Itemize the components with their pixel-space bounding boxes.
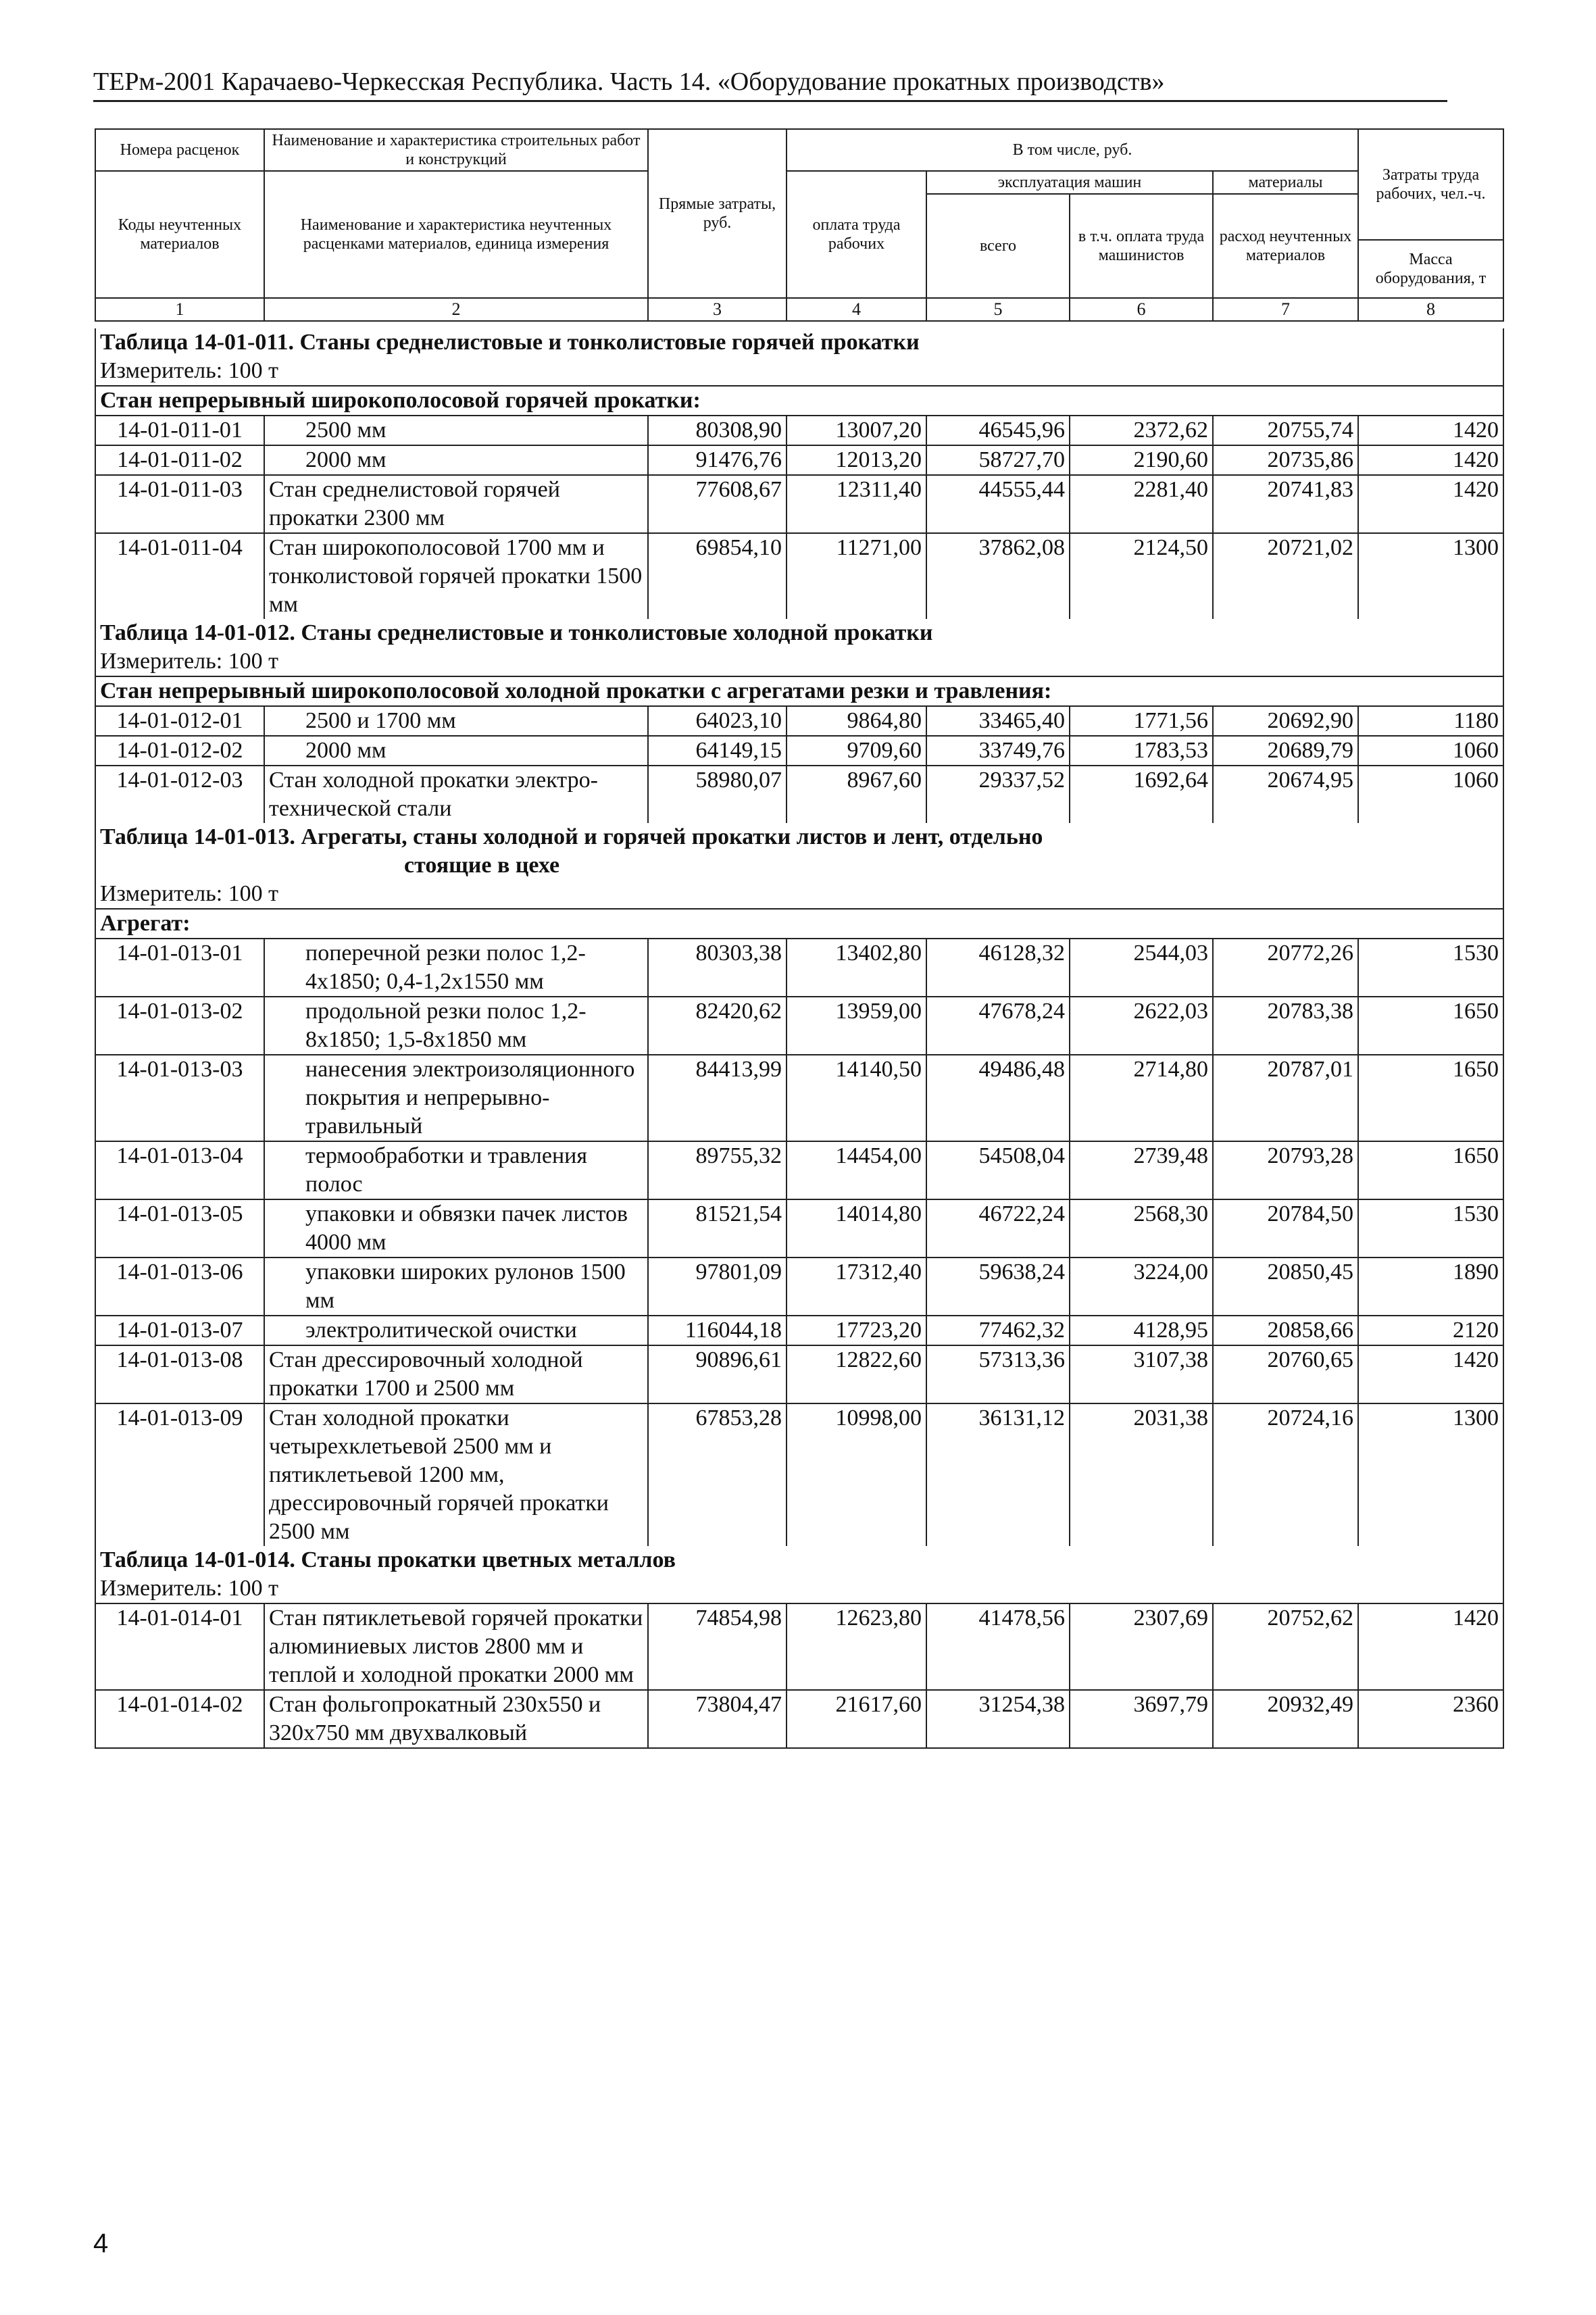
value-c7: 20772,26 <box>1213 939 1358 997</box>
table-title-row <box>95 823 1503 880</box>
rate-code: 14-01-013-02 <box>95 997 264 1055</box>
header-col8-top: Затраты труда рабочих, чел.-ч. <box>1358 129 1503 240</box>
value-c5: 58727,70 <box>926 445 1070 475</box>
value-c4: 9709,60 <box>787 736 926 766</box>
value-c7: 20755,74 <box>1213 416 1358 445</box>
value-c5: 37862,08 <box>926 533 1070 619</box>
rate-code: 14-01-011-01 <box>95 416 264 445</box>
value-c7: 20721,02 <box>1213 533 1358 619</box>
value-c4: 14140,50 <box>787 1055 926 1141</box>
work-name: 2500 и 1700 мм <box>264 706 648 736</box>
header-exploit: эксплуатация машин <box>926 171 1213 194</box>
rate-code: 14-01-012-02 <box>95 736 264 766</box>
value-c8: 1650 <box>1358 1141 1503 1199</box>
value-c3: 82420,62 <box>648 997 787 1055</box>
table-title-row <box>95 1546 1503 1574</box>
work-name: Стан фольгопрокатный 230х550 и 320х750 мм двухвалковый <box>264 1690 648 1748</box>
group-row <box>95 386 1503 416</box>
work-name: 2000 мм <box>264 445 648 475</box>
header-num-4: 4 <box>787 298 926 321</box>
value-c5: 41478,56 <box>926 1603 1070 1690</box>
rate-code: 14-01-013-03 <box>95 1055 264 1141</box>
rate-code: 14-01-013-05 <box>95 1199 264 1258</box>
value-c7: 20735,86 <box>1213 445 1358 475</box>
value-c3: 97801,09 <box>648 1258 787 1316</box>
value-c4: 13402,80 <box>787 939 926 997</box>
value-c7: 20793,28 <box>1213 1141 1358 1199</box>
value-c7: 20858,66 <box>1213 1316 1358 1345</box>
value-c7: 20760,65 <box>1213 1345 1358 1403</box>
work-name: Стан пятиклетьевой горячей прокатки алюминиевых листов 2800 мм и теплой и холодной прокатки 2000 мм <box>264 1603 648 1690</box>
value-c6: 1783,53 <box>1070 736 1213 766</box>
value-c6: 2714,80 <box>1070 1055 1213 1141</box>
work-name: упаковки широких рулонов 1500 мм <box>264 1258 648 1316</box>
value-c4: 14454,00 <box>787 1141 926 1199</box>
group-row <box>95 909 1503 939</box>
table-row <box>95 997 1503 1055</box>
value-c4: 17723,20 <box>787 1316 926 1345</box>
header-col7: расход неучтенных материалов <box>1213 194 1358 298</box>
value-c4: 13959,00 <box>787 997 926 1055</box>
value-c8: 1420 <box>1358 475 1503 533</box>
value-c3: 80308,90 <box>648 416 787 445</box>
value-c6: 3107,38 <box>1070 1345 1213 1403</box>
group-label: Стан непрерывный широкополосовой холодной прокатки с агрегатами резки и травления: <box>95 676 1503 706</box>
value-c4: 12623,80 <box>787 1603 926 1690</box>
work-name: Стан среднелистовой горячей прокатки 2300 мм <box>264 475 648 533</box>
work-name: Стан широкополосовой 1700 мм и тонколистовой горячей прокатки 1500 мм <box>264 533 648 619</box>
measure-label: Измеритель: 100 т <box>95 357 1503 386</box>
value-c3: 73804,47 <box>648 1690 787 1748</box>
group-row <box>95 676 1503 706</box>
measure-label: Измеритель: 100 т <box>95 880 1503 909</box>
measure-row <box>95 1574 1503 1603</box>
value-c6: 4128,95 <box>1070 1316 1213 1345</box>
group-label: Агрегат: <box>95 909 1503 939</box>
rate-code: 14-01-012-03 <box>95 766 264 823</box>
rate-code: 14-01-014-01 <box>95 1603 264 1690</box>
work-name: 2000 мм <box>264 736 648 766</box>
table-row <box>95 1690 1503 1748</box>
header-col4: оплата труда рабочих <box>787 171 926 298</box>
rate-code: 14-01-013-01 <box>95 939 264 997</box>
column-header-table <box>95 128 1504 322</box>
price-table <box>95 328 1504 1749</box>
value-c3: 84413,99 <box>648 1055 787 1141</box>
header-col2-top: Наименование и характеристика строительных работ и конструкций <box>264 129 648 171</box>
table-title-text: Таблица 14-01-011. Станы среднелистовые и тонколистовые горячей прокатки <box>100 330 920 355</box>
value-c6: 2544,03 <box>1070 939 1213 997</box>
value-c7: 20724,16 <box>1213 1403 1358 1546</box>
value-c5: 36131,12 <box>926 1403 1070 1546</box>
value-c5: 46545,96 <box>926 416 1070 445</box>
value-c8: 1420 <box>1358 1603 1503 1690</box>
table-title-text: Таблица 14-01-014. Станы прокатки цветных металлов <box>100 1547 676 1572</box>
header-col1-top: Номера расценок <box>95 129 264 171</box>
value-c4: 12013,20 <box>787 445 926 475</box>
value-c7: 20741,83 <box>1213 475 1358 533</box>
rate-code: 14-01-013-07 <box>95 1316 264 1345</box>
value-c5: 57313,36 <box>926 1345 1070 1403</box>
value-c8: 1300 <box>1358 1403 1503 1546</box>
table-row <box>95 1258 1503 1316</box>
header-incl: В том числе, руб. <box>787 129 1358 171</box>
table-title <box>95 619 1503 647</box>
header-num-1: 1 <box>95 298 264 321</box>
rate-code: 14-01-014-02 <box>95 1690 264 1748</box>
value-c3: 69854,10 <box>648 533 787 619</box>
value-c3: 64149,15 <box>648 736 787 766</box>
value-c5: 49486,48 <box>926 1055 1070 1141</box>
header-num-8: 8 <box>1358 298 1503 321</box>
value-c8: 2120 <box>1358 1316 1503 1345</box>
value-c8: 1530 <box>1358 1199 1503 1258</box>
value-c5: 29337,52 <box>926 766 1070 823</box>
value-c3: 81521,54 <box>648 1199 787 1258</box>
value-c8: 1420 <box>1358 445 1503 475</box>
header-num-3: 3 <box>648 298 787 321</box>
table-row <box>95 1199 1503 1258</box>
value-c8: 1890 <box>1358 1258 1503 1316</box>
value-c6: 2622,03 <box>1070 997 1213 1055</box>
measure-row <box>95 357 1503 386</box>
value-c3: 67853,28 <box>648 1403 787 1546</box>
table-title <box>95 1546 1503 1574</box>
header-num-2: 2 <box>264 298 648 321</box>
rate-code: 14-01-012-01 <box>95 706 264 736</box>
value-c7: 20689,79 <box>1213 736 1358 766</box>
value-c3: 91476,76 <box>648 445 787 475</box>
measure-row <box>95 647 1503 676</box>
value-c6: 1692,64 <box>1070 766 1213 823</box>
table-row <box>95 1316 1503 1345</box>
value-c6: 2190,60 <box>1070 445 1213 475</box>
header-col8-bottom: Масса оборудования, т <box>1358 240 1503 298</box>
header-num-7: 7 <box>1213 298 1358 321</box>
measure-label: Измеритель: 100 т <box>95 647 1503 676</box>
rate-code: 14-01-013-09 <box>95 1403 264 1546</box>
rate-code: 14-01-013-04 <box>95 1141 264 1199</box>
value-c3: 77608,67 <box>648 475 787 533</box>
value-c3: 116044,18 <box>648 1316 787 1345</box>
page-number: 4 <box>93 2229 109 2258</box>
table-title-row <box>95 328 1503 357</box>
value-c8: 1530 <box>1358 939 1503 997</box>
value-c4: 21617,60 <box>787 1690 926 1748</box>
table-title-row <box>95 619 1503 647</box>
value-c3: 74854,98 <box>648 1603 787 1690</box>
rate-code: 14-01-013-06 <box>95 1258 264 1316</box>
work-name: Стан холодной прокатки четырехклетьевой 2500 мм и пятиклетьевой 1200 мм, дрессировочный горячей прокатки 2500 мм <box>264 1403 648 1546</box>
group-label: Стан непрерывный широкополосовой горячей прокатки: <box>95 386 1503 416</box>
value-c4: 12822,60 <box>787 1345 926 1403</box>
table-title-continuation: стоящие в цехе <box>404 853 560 878</box>
value-c4: 12311,40 <box>787 475 926 533</box>
table-row <box>95 736 1503 766</box>
table-row <box>95 766 1503 823</box>
table-row <box>95 1141 1503 1199</box>
value-c6: 3697,79 <box>1070 1690 1213 1748</box>
header-col5: всего <box>926 194 1070 298</box>
value-c5: 77462,32 <box>926 1316 1070 1345</box>
table-row <box>95 939 1503 997</box>
value-c5: 31254,38 <box>926 1690 1070 1748</box>
value-c5: 33465,40 <box>926 706 1070 736</box>
value-c4: 8967,60 <box>787 766 926 823</box>
table-row <box>95 1055 1503 1141</box>
value-c4: 14014,80 <box>787 1199 926 1258</box>
value-c7: 20692,90 <box>1213 706 1358 736</box>
table-row <box>95 1345 1503 1403</box>
value-c3: 90896,61 <box>648 1345 787 1403</box>
header-num-6: 6 <box>1070 298 1213 321</box>
value-c8: 1420 <box>1358 1345 1503 1403</box>
value-c4: 11271,00 <box>787 533 926 619</box>
value-c5: 46722,24 <box>926 1199 1070 1258</box>
value-c5: 33749,76 <box>926 736 1070 766</box>
value-c6: 2031,38 <box>1070 1403 1213 1546</box>
work-name: 2500 мм <box>264 416 648 445</box>
value-c8: 1420 <box>1358 416 1503 445</box>
page-header: ТЕРм-2001 Карачаево-Черкесская Республика. Часть 14. «Оборудование прокатных производств» <box>93 66 1447 102</box>
value-c6: 2568,30 <box>1070 1199 1213 1258</box>
value-c4: 9864,80 <box>787 706 926 736</box>
rate-code: 14-01-011-02 <box>95 445 264 475</box>
value-c3: 58980,07 <box>648 766 787 823</box>
rate-code: 14-01-011-03 <box>95 475 264 533</box>
value-c6: 2124,50 <box>1070 533 1213 619</box>
value-c8: 1650 <box>1358 997 1503 1055</box>
measure-row <box>95 880 1503 909</box>
work-name: электролитической очистки <box>264 1316 648 1345</box>
rate-code: 14-01-013-08 <box>95 1345 264 1403</box>
table-row <box>95 416 1503 445</box>
work-name: нанесения электроизоляционного покрытия и непрерывно-травильный <box>264 1055 648 1141</box>
value-c8: 1180 <box>1358 706 1503 736</box>
measure-label: Измеритель: 100 т <box>95 1574 1503 1603</box>
table-row <box>95 445 1503 475</box>
value-c6: 2739,48 <box>1070 1141 1213 1199</box>
work-name: упаковки и обвязки пачек листов 4000 мм <box>264 1199 648 1258</box>
value-c6: 2281,40 <box>1070 475 1213 533</box>
work-name: термообработки и травления полос <box>264 1141 648 1199</box>
value-c5: 46128,32 <box>926 939 1070 997</box>
table-title <box>95 823 1503 880</box>
table-row <box>95 475 1503 533</box>
table-row <box>95 1603 1503 1690</box>
value-c5: 54508,04 <box>926 1141 1070 1199</box>
value-c7: 20850,45 <box>1213 1258 1358 1316</box>
value-c5: 44555,44 <box>926 475 1070 533</box>
table-row <box>95 1403 1503 1546</box>
value-c4: 17312,40 <box>787 1258 926 1316</box>
value-c7: 20783,38 <box>1213 997 1358 1055</box>
value-c8: 2360 <box>1358 1690 1503 1748</box>
value-c6: 2307,69 <box>1070 1603 1213 1690</box>
header-col3: Прямые затраты, руб. <box>648 129 787 298</box>
value-c5: 59638,24 <box>926 1258 1070 1316</box>
header-num-5: 5 <box>926 298 1070 321</box>
header-col2-bottom: Наименование и характеристика неучтенных расценками материалов, единица измерения <box>264 171 648 298</box>
table-row <box>95 533 1503 619</box>
table-title <box>95 328 1503 357</box>
value-c7: 20752,62 <box>1213 1603 1358 1690</box>
value-c8: 1300 <box>1358 533 1503 619</box>
value-c6: 2372,62 <box>1070 416 1213 445</box>
rate-code: 14-01-011-04 <box>95 533 264 619</box>
work-name: поперечной резки полос 1,2-4х1850; 0,4-1,2х1550 мм <box>264 939 648 997</box>
header-materials: материалы <box>1213 171 1358 194</box>
value-c7: 20932,49 <box>1213 1690 1358 1748</box>
header-col6: в т.ч. оплата труда машинистов <box>1070 194 1213 298</box>
value-c7: 20674,95 <box>1213 766 1358 823</box>
value-c3: 89755,32 <box>648 1141 787 1199</box>
value-c3: 80303,38 <box>648 939 787 997</box>
value-c6: 1771,56 <box>1070 706 1213 736</box>
value-c7: 20784,50 <box>1213 1199 1358 1258</box>
table-title-text: Таблица 14-01-012. Станы среднелистовые и тонколистовые холодной прокатки <box>100 620 933 645</box>
work-name: продольной резки полос 1,2-8х1850; 1,5-8х1850 мм <box>264 997 648 1055</box>
value-c5: 47678,24 <box>926 997 1070 1055</box>
table-title-text: Таблица 14-01-013. Агрегаты, станы холодной и горячей прокатки листов и лент, отдельно <box>100 824 1043 849</box>
value-c7: 20787,01 <box>1213 1055 1358 1141</box>
work-name: Стан дрессировочный холодной прокатки 1700 и 2500 мм <box>264 1345 648 1403</box>
value-c8: 1060 <box>1358 736 1503 766</box>
value-c3: 64023,10 <box>648 706 787 736</box>
value-c8: 1060 <box>1358 766 1503 823</box>
value-c4: 10998,00 <box>787 1403 926 1546</box>
value-c6: 3224,00 <box>1070 1258 1213 1316</box>
header-col1-bottom: Коды неучтенных материалов <box>95 171 264 298</box>
work-name: Стан холодной прокатки электро-технической стали <box>264 766 648 823</box>
value-c8: 1650 <box>1358 1055 1503 1141</box>
value-c4: 13007,20 <box>787 416 926 445</box>
table-row <box>95 706 1503 736</box>
